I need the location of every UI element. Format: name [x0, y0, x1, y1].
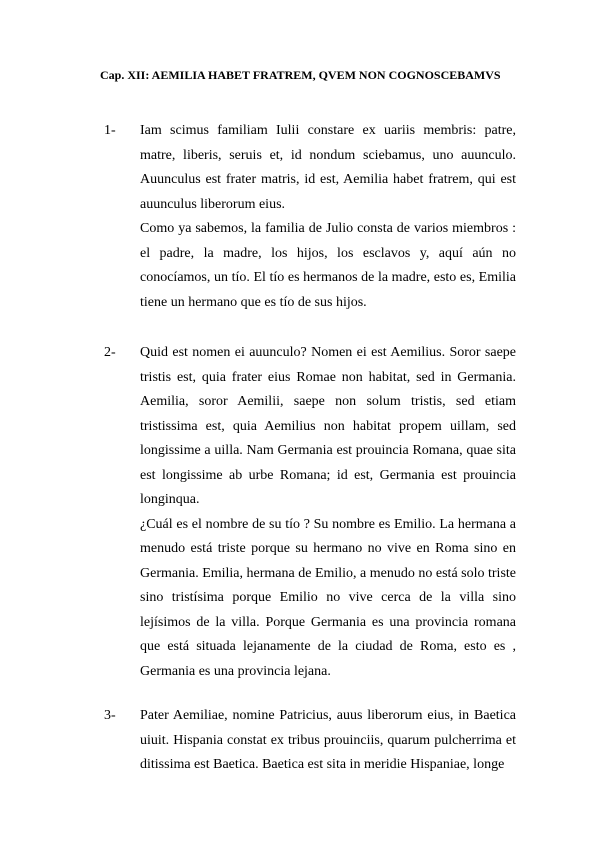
latin-paragraph: Iam scimus familiam Iulii constare ex uariis membris: patre, matre, liberis, seruis et, id nondum sciebamus, uno auunculo. Auunculus est frater matris, id est, Aemilia habet fratrem, qui est auunculus liberorum eius. — [140, 123, 516, 212]
section-number: 1- — [104, 123, 116, 138]
section-body — [140, 704, 516, 778]
page-title: Cap. XII: AEMILIA HABET FRATREM, QVEM NON COGNOSCEBAMVS — [100, 68, 501, 82]
section-body — [140, 341, 516, 684]
latin-paragraph: Pater Aemiliae, nomine Patricius, auus liberorum eius, in Baetica uiuit. Hispania constat ex tribus prouinciis, quarum pulcherrima et ditissima est Baetica. Baetica est sita in meridie Hispaniae, longe — [140, 708, 516, 772]
spanish-paragraph: Como ya sabemos, la familia de Julio consta de varios miembros : el padre, la madre, los hijos, los esclavos y, aquí aún no conocíamos, un tío. El tío es hermanos de la madre, esto es, Emilia tiene un hermano que es tío de sus hijos. — [140, 221, 516, 310]
spanish-paragraph: ¿Cuál es el nombre de su tío ? Su nombre es Emilio. La hermana a menudo está triste porque su hermano no vive en Roma sino en Germania. Emilia, hermana de Emilio, a menudo no está solo triste sino tristísima porque Emilio no vive cerca de la villa sino lejísimos de la villa. Porque Germania es una provincia romana que está situada lejanamente de la ciudad de Roma, esto es , Germania es una provincia lejana. — [140, 516, 516, 679]
section-body — [140, 119, 516, 315]
section-number: 2- — [104, 345, 116, 360]
latin-paragraph: Quid est nomen ei auunculo? Nomen ei est Aemilius. Soror saepe tristis est, quia frater eius Romae non habitat, sed in Germania. Aemilia, soror Aemilii, saepe non solum tristis, sed etiam tristissima est, quia Aemilius non habitat propem uillam, sed longissime a uilla. Nam Germania est prouincia Romana, quae sita est longissime ab urbe Romana; id est, Germania est prouincia longinqua. — [140, 345, 516, 507]
section-number: 3- — [104, 708, 116, 723]
